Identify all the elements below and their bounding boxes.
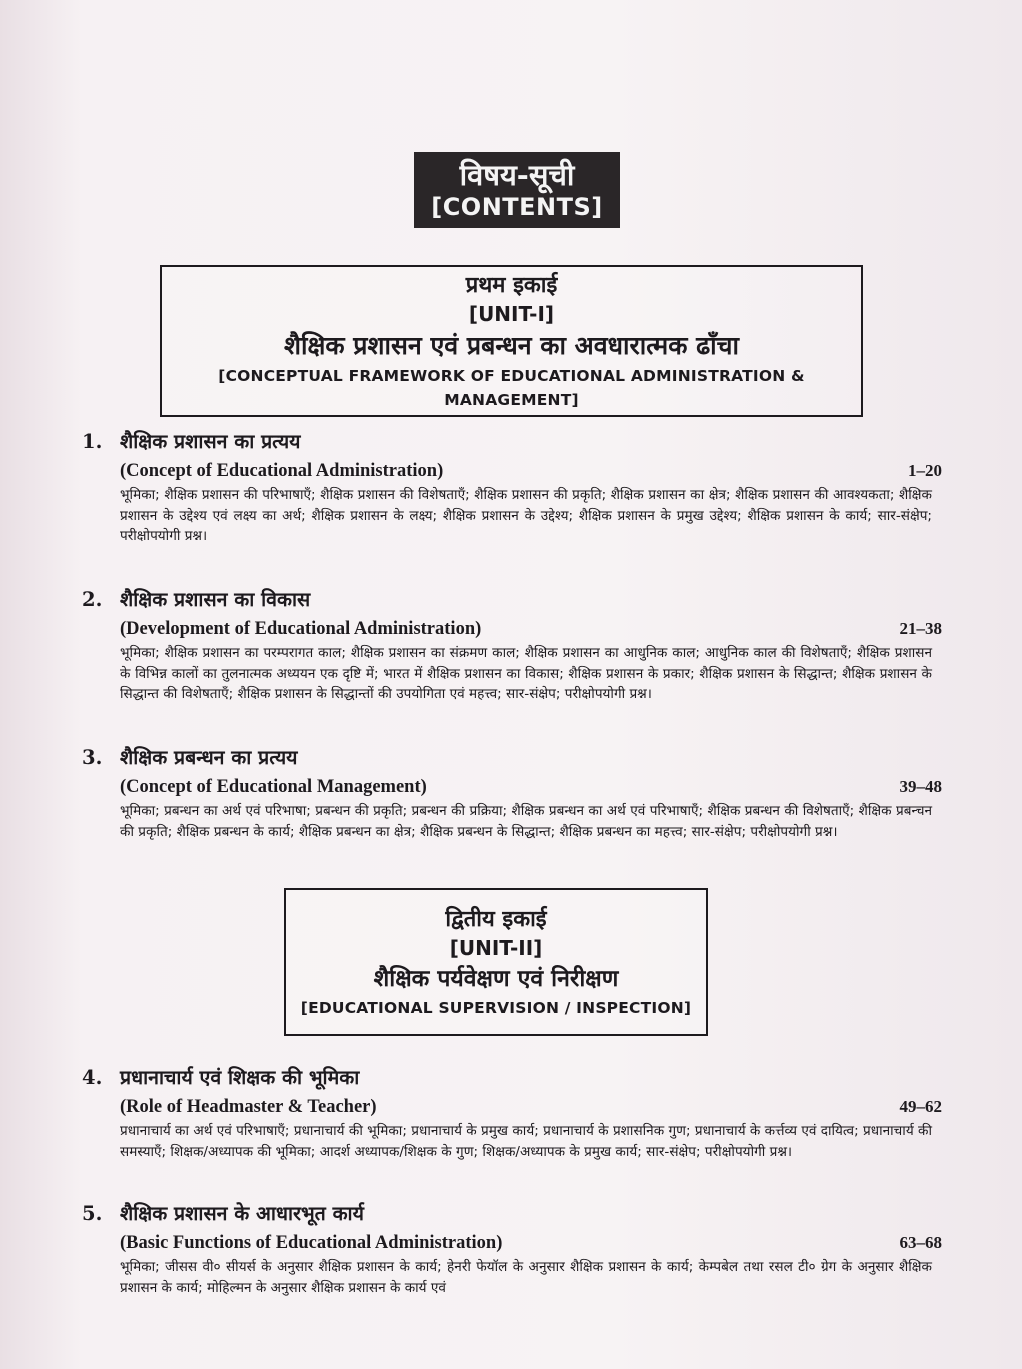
chapter-page-range: 39–48 — [899, 777, 942, 796]
chapter-page-range: 49–62 — [899, 1097, 942, 1116]
chapter-page-range: 1–20 — [908, 461, 942, 480]
chapter-title-english: (Development of Educational Administration) — [120, 619, 482, 639]
chapter-entry-2 — [82, 585, 962, 705]
chapter-entry-5 — [82, 1199, 962, 1298]
chapter-title-english: (Concept of Educational Management) — [120, 777, 427, 797]
chapter-topics: भूमिका; जीसस वी० सीयर्स के अनुसार शैक्षिक प्रशासन के कार्य; हेनरी फेयॉल के अनुसार शैक्षिक प्रशासन के कार्य; केम्पबेल तथा रसल टी० ग्रेग के अनुसार शैक्षिक प्रशासन के कार्य; मोहिल्मन के अनुसार शैक्षिक प्रशासन के कार्य एवं — [120, 1259, 932, 1296]
chapter-topics: भूमिका; शैक्षिक प्रशासन की परिभाषाएँ; शैक्षिक प्रशासन की विशेषताएँ; शैक्षिक प्रशासन की प्रकृति; शैक्षिक प्रशासन का क्षेत्र; शैक्षिक प्रशासन की आवश्यकता; शैक्षिक प्रशासन के उद्देश्य एवं लक्ष्य का अर्थ; शैक्षिक प्रशासन के लक्ष्य; शैक्षिक प्रशासन के उद्देश्य; शैक्षिक प्रशासन के प्रमुख उद्देश्य; शैक्षिक प्रशासन के कार्य; सार-संक्षेप; परीक्षोपयोगी प्रश्न। — [120, 487, 932, 544]
chapter-topics: प्रधानाचार्य का अर्थ एवं परिभाषाएँ; प्रधानाचार्य की भूमिका; प्रधानाचार्य के प्रमुख कार्य; प्रधानाचार्य के प्रशासनिक गुण; प्रधानाचार्य के कर्त्तव्य एवं दायित्व; प्रधानाचार्य की समस्याएँ; शिक्षक/अध्यापक की भूमिका; आदर्श अध्यापक/शिक्षक के गुण; शिक्षक/अध्यापक के प्रमुख कार्य; सार-संक्षेप; परीक्षोपयोगी प्रश्न। — [120, 1123, 932, 1160]
chapter-number: 3. — [82, 746, 103, 769]
chapter-number: 4. — [82, 1066, 103, 1089]
chapter-topics: भूमिका; शैक्षिक प्रशासन का परम्परागत काल; शैक्षिक प्रशासन का संक्रमण काल; शैक्षिक प्रशासन का आधुनिक काल; आधुनिक काल की विशेषताएँ; शैक्षिक प्रशासन के विभिन्न कालों का तुलनात्मक अध्ययन एक दृष्टि में; भारत में शैक्षिक प्रशासन का विकास; शैक्षिक प्रशासन के प्रकार; शैक्षिक प्रशासन के सिद्धान्त; शैक्षिक प्रशासन के सिद्धान्त की विशेषताएँ; शैक्षिक प्रशासन के सिद्धान्तों की उपयोगिता एवं महत्त्व; सार-संक्षेप; परीक्षोपयोगी प्रश्न। — [120, 645, 932, 702]
unit-2-box — [284, 888, 708, 1036]
chapter-entry-1 — [82, 427, 962, 547]
contents-title-english: [CONTENTS] — [431, 193, 603, 221]
chapter-number: 5. — [82, 1202, 103, 1225]
unit-1-label-english: [UNIT-I] — [468, 302, 555, 326]
chapter-title-hindi: शैक्षिक प्रबन्धन का प्रत्यय — [120, 746, 298, 769]
unit-2-title-english: [EDUCATIONAL SUPERVISION / INSPECTION] — [300, 999, 692, 1017]
chapter-entry-4 — [82, 1063, 962, 1162]
unit-2-label-hindi: द्वितीय इकाई — [445, 906, 547, 932]
unit-2-title-hindi: शैक्षिक पर्यवेक्षण एवं निरीक्षण — [373, 965, 619, 992]
chapter-title-hindi: शैक्षिक प्रशासन के आधारभूत कार्य — [120, 1202, 364, 1225]
unit-1-title-hindi: शैक्षिक प्रशासन एवं प्रबन्धन का अवधारात्मक ढाँचा — [284, 331, 739, 360]
chapter-title-english: (Concept of Educational Administration) — [120, 461, 444, 481]
chapter-number: 2. — [82, 588, 103, 611]
chapter-number: 1. — [82, 430, 103, 453]
unit-1-label-hindi: प्रथम इकाई — [465, 272, 558, 298]
unit-1-title-english: [CONCEPTUAL FRAMEWORK OF EDUCATIONAL ADMINISTRATION & MANAGEMENT] — [218, 367, 805, 409]
chapter-topics: भूमिका; प्रबन्धन का अर्थ एवं परिभाषा; प्रबन्धन की प्रकृति; प्रबन्धन की प्रक्रिया; शैक्षिक प्रबन्धन का अर्थ एवं परिभाषाएँ; शैक्षिक प्रबन्धन की विशेषताएँ; शैक्षिक प्रबन्चन की प्रकृति; शैक्षिक प्रबन्धन के कार्य; शैक्षिक प्रबन्धन का क्षेत्र; शैक्षिक प्रबन्धन के सिद्धान्त; शैक्षिक प्रबन्धन का महत्त्व; सार-संक्षेप; परीक्षोपयोगी प्रश्न। — [120, 803, 932, 840]
chapter-title-hindi: शैक्षिक प्रशासन का विकास — [120, 588, 311, 611]
chapter-entry-3 — [82, 743, 962, 842]
contents-title-box — [414, 152, 620, 228]
unit-2-label-english: [UNIT-II] — [449, 936, 543, 960]
chapter-page-range: 21–38 — [899, 619, 942, 638]
chapter-page-range: 63–68 — [899, 1233, 942, 1252]
chapter-title-hindi: प्रधानाचार्य एवं शिक्षक की भूमिका — [120, 1066, 360, 1089]
chapter-title-english: (Role of Headmaster & Teacher) — [120, 1097, 377, 1117]
unit-1-box — [160, 265, 863, 417]
chapter-title-english: (Basic Functions of Educational Administration) — [120, 1233, 503, 1253]
contents-title-hindi: विषय-सूची — [459, 158, 575, 192]
chapter-title-hindi: शैक्षिक प्रशासन का प्रत्यय — [120, 430, 301, 453]
